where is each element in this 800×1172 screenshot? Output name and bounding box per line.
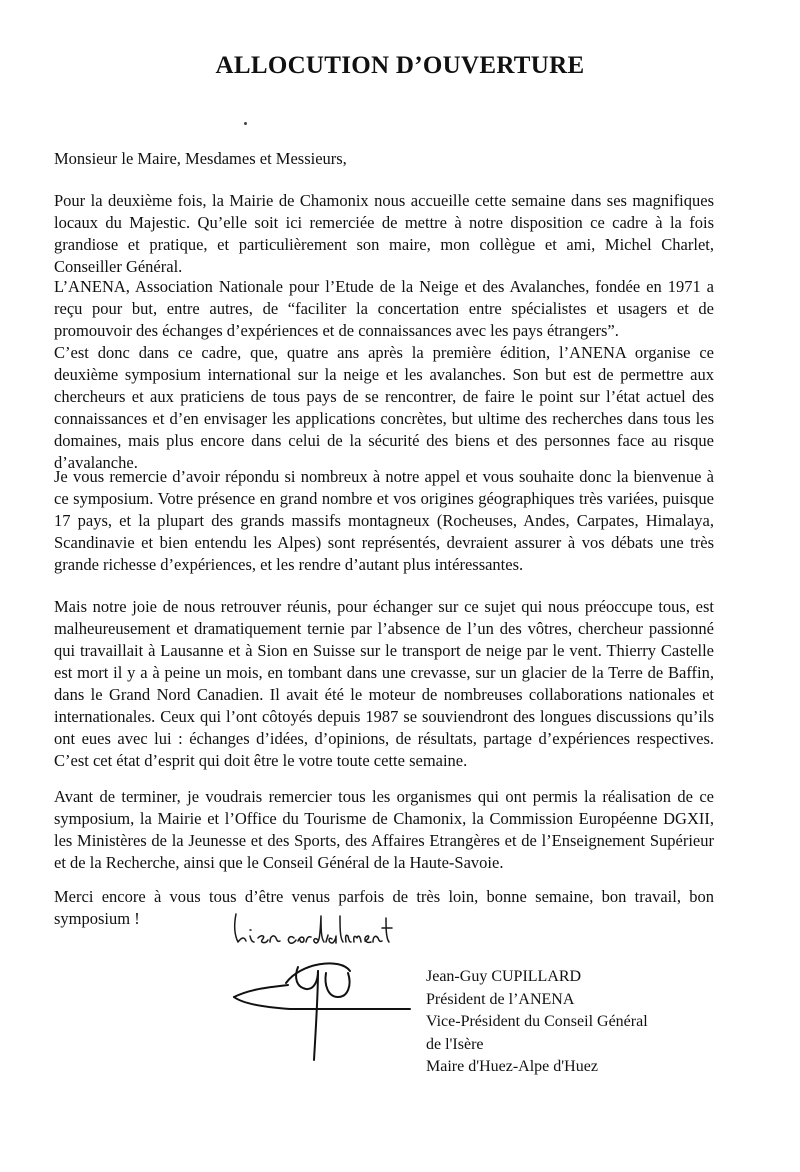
handwritten-note xyxy=(228,908,428,953)
signatory-name: Jean-Guy CUPILLARD xyxy=(426,968,582,985)
signatory-title: Président de l’ANENA xyxy=(426,990,575,1008)
signature xyxy=(230,955,420,1065)
paragraph-3: C’est donc dans ce cadre, que, quatre ans après la première édition, l’ANENA organise ce deuxième symposium international sur la neige et les avalanches. Son but est de permettre aux chercheurs et aux praticiens de tous pays de se rencontrer, de faire le point sur l’état actuel des connaissances et d’en envisager les applications concrètes, but ultime des recherches dans tous les domaines, mais plus encore dans celui de la sécurité des biens et des personnes face au risque d’avalanche. xyxy=(54,343,714,472)
document-title: ALLOCUTION D’OUVERTURE xyxy=(215,52,585,79)
paragraph-5: Mais notre joie de nous retrouver réunis, pour échanger sur ce sujet qui nous préoccupe tous, est malheureusement et dramatiquement ternie par l’absence de l’un des vôtres, chercheur passionné qui travaillait à Lausanne et à Sion en Suisse sur le transport de neige par le vent. Thierry Castelle est mort il y a à peine un mois, en tombant dans une crevasse, sur un glacier de la Terre de Baffin, dans le Grand Nord Canadien. Il avait été le moteur de nombreuses collaborations nationales et internationales. Ceux qui l’ont côtoyés depuis 1987 se souviendront des longues discussions qu’ils ont eues avec lui : échanges d’idées, d’opinions, de résultats, partage d’expériences respectives. C’est cet état d’esprit qui doit être le votre toute cette semaine. xyxy=(54,597,714,770)
signatory-title: Vice-Président du Conseil Général xyxy=(426,1013,648,1030)
paragraph-6: Avant de terminer, je voudrais remercier tous les organismes qui ont permis la réalisation de ce symposium, la Mairie et l’Office du Tourisme de Chamonix, la Commission Européenne DGXII, les Ministères de la Jeunesse et des Sports, des Affaires Etrangères et de l’Enseignement Supérieur et de la Recherche, ainsi que le Conseil Général de la Haute-Savoie. xyxy=(54,787,714,872)
paragraph-2: L’ANENA, Association Nationale pour l’Etude de la Neige et des Avalanches, fondée en 1971 a reçu pour but, entre autres, de “faciliter la concertation entre spécialistes et usagers et de promouvoir des échanges d’expériences et de connaissances avec les pays étrangers”. xyxy=(54,277,714,340)
signatory-block xyxy=(426,966,648,1079)
salutation: Monsieur le Maire, Mesdames et Messieurs, xyxy=(54,149,347,168)
scan-speck xyxy=(244,122,247,125)
signatory-title: Maire d'Huez-Alpe d'Huez xyxy=(426,1058,598,1075)
paragraph-4: Je vous remercie d’avoir répondu si nombreux à notre appel et vous souhaite donc la bienvenue à ce symposium. Votre présence en grand nombre et vos origines géographiques très variées, puisque 17 pays, et la plupart des grands massifs montagneux (Rocheuses, Andes, Carpates, Himalaya, Scandinavie et bien entendu les Alpes) sont représentés, devraient assurer à vos débats une très grande richesse d’expériences, et les rendre d’autant plus intéressantes. xyxy=(54,467,714,574)
paragraph-closing: Merci encore à vous tous d’être venus parfois de très loin, bonne semaine, bon travail, bon symposium ! xyxy=(54,887,714,928)
signatory-title: de l'Isère xyxy=(426,1035,484,1053)
paragraph-1: Pour la deuxième fois, la Mairie de Chamonix nous accueille cette semaine dans ses magnifiques locaux du Majestic. Qu’elle soit ici remerciée de mettre à notre disposition ce cadre à la fois grandiose et pratique, et particulièrement son maire, mon collègue et ami, Michel Charlet, Conseiller Général. xyxy=(54,191,714,276)
